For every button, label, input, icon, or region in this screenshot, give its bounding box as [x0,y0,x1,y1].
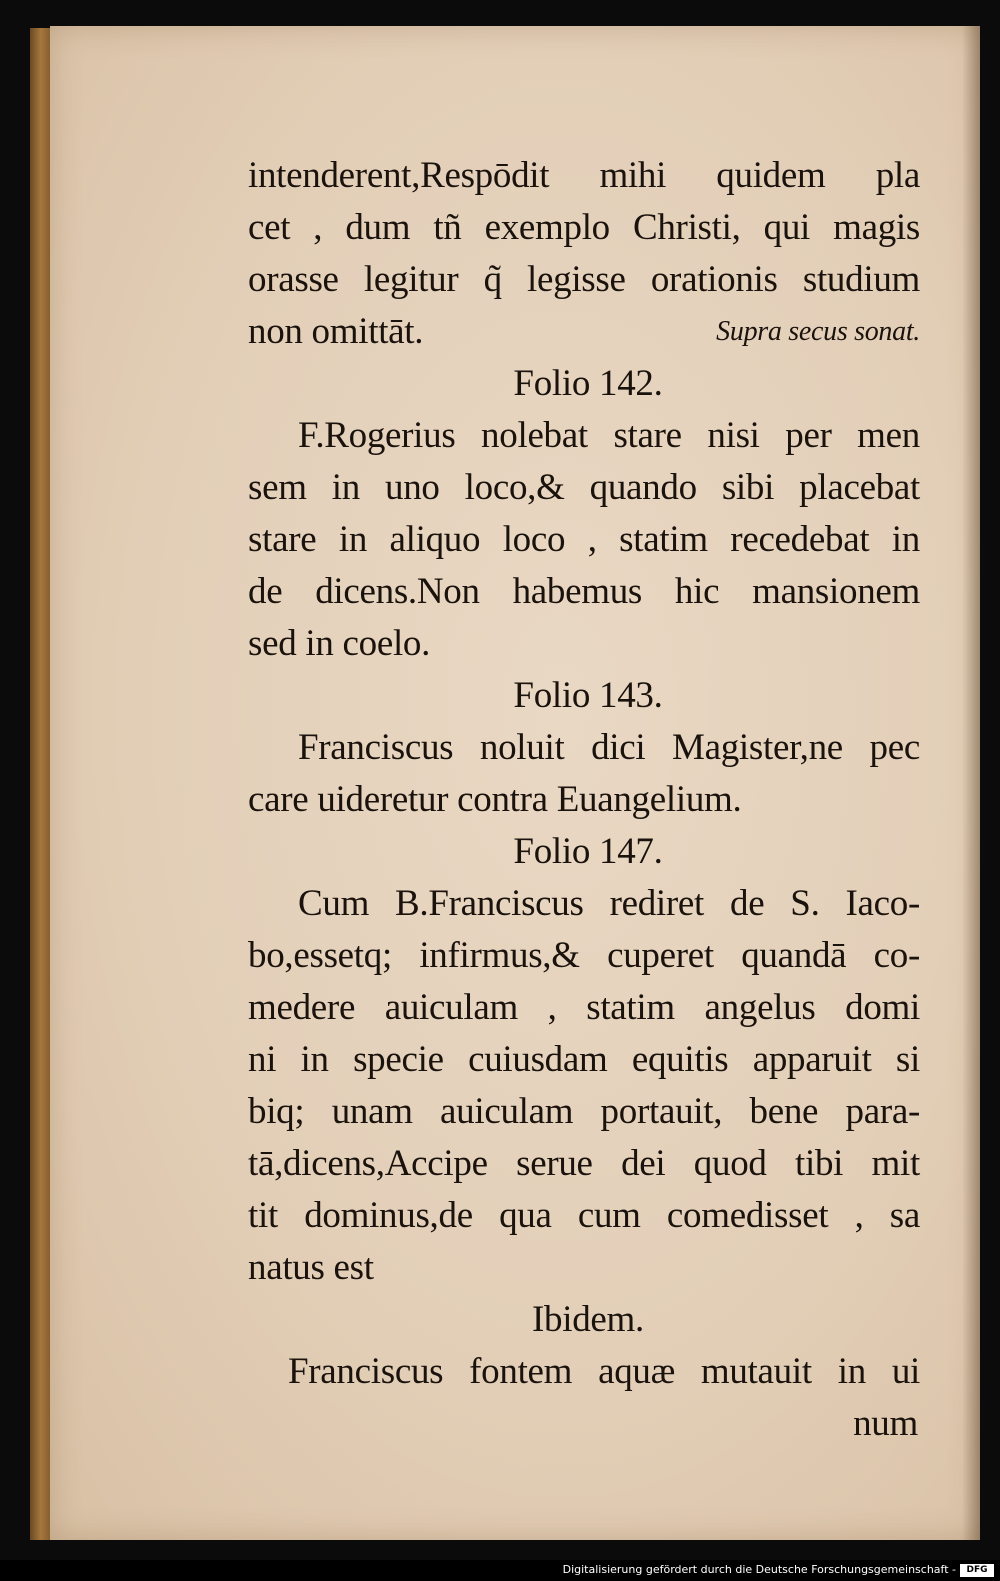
text-line: Cum B.Franciscus rediret de S. Iaco- [298,883,920,924]
folio-heading: Folio 143. [513,675,663,716]
text-line: Franciscus fontem aquæ mutauit in ui [288,1351,920,1392]
page-text [248,150,920,1450]
text-line: bo,essetq; infirmus,& cuperet quandā co- [248,935,920,976]
text-line: intenderent,Respōdit mihi quidem pla [248,155,920,196]
funding-credit: Digitalisierung gefördert durch die Deutsche Forschungsgemeinschaft - [562,1563,956,1576]
margin-note: Supra secus sonat. [716,316,920,347]
section-heading: Ibidem. [532,1299,644,1340]
text-line: tit dominus,de qua cum comedisset , sa [248,1195,920,1236]
text-line: sed in coelo. [248,623,431,664]
text-line: ni in specie cuiusdam equitis apparuit si [248,1039,920,1080]
text-line: tā,dicens,Accipe serue dei quod tibi mit [248,1143,920,1184]
text-line: care uideretur contra Euangelium. [248,779,742,820]
text-line-with-note [248,306,920,358]
text-line: stare in aliquo loco , statim recedebat in [248,519,920,560]
text-line: sem in uno loco,& quando sibi placebat [248,467,920,508]
text-line: biq; unam auiculam portauit, bene para- [248,1091,920,1132]
text-line: de dicens.Non habemus hic mansionem [248,571,920,612]
dfg-logo: DFG [960,1564,994,1577]
text-line: natus est [248,1247,374,1288]
text-line: Franciscus noluit dici Magister,ne pec [298,727,920,768]
text-line: F.Rogerius nolebat stare nisi per men [298,415,920,456]
folio-heading: Folio 142. [513,363,663,404]
footer-bar [0,1560,1000,1581]
text-line: non omittāt. [248,311,424,352]
text-line: orasse legitur q̃ legisse orationis studium [248,259,920,300]
text-line: cet , dum tñ exemplo Christi, qui magis [248,207,920,248]
text-line: medere auiculam , statim angelus domi [248,987,920,1028]
folio-heading: Folio 147. [513,831,663,872]
page-gutter-shadow [962,26,980,1540]
catchword: num [853,1403,918,1444]
